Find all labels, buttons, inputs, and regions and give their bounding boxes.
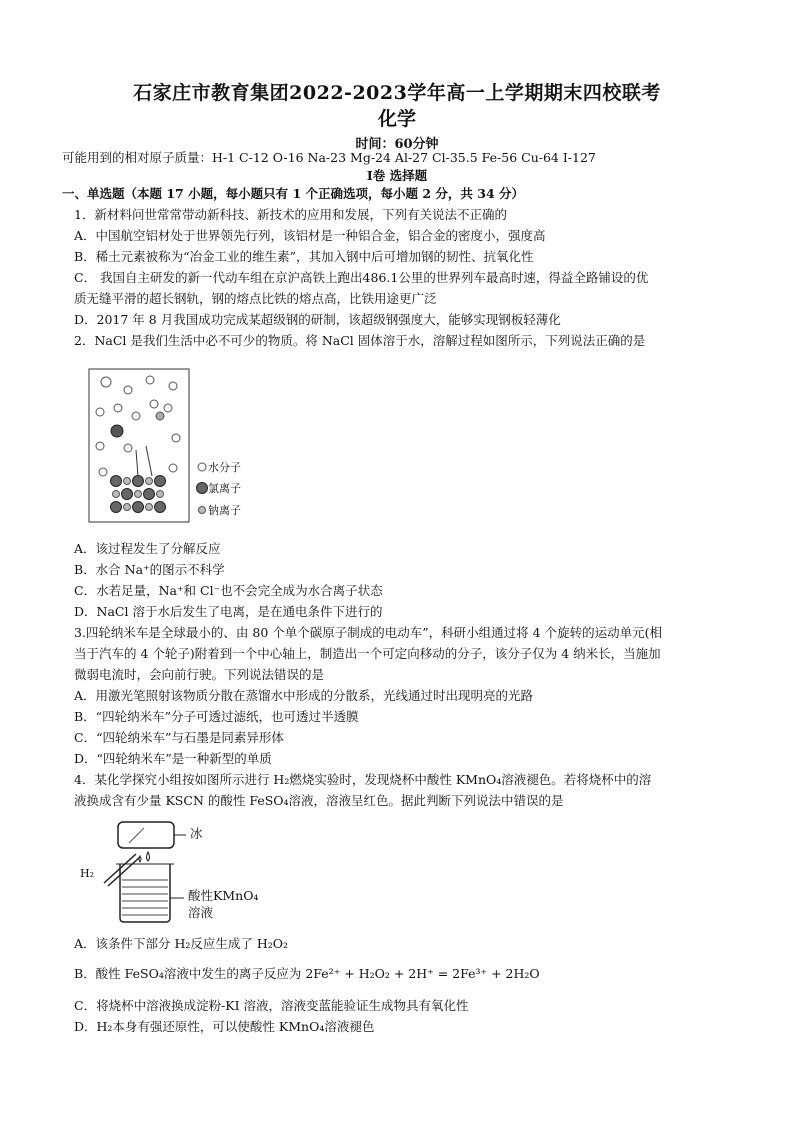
exam-subject: 化学 <box>377 108 416 130</box>
legend-sodium: 钠离子 <box>208 504 241 517</box>
label-solution-line2: 溶液 <box>188 905 214 920</box>
q1-option-c-line1: C． 我国自主研发的新一代动车组在京沪高铁上跑出486.1公里的世界列车最高时速，得益全路铺设的优 <box>74 270 649 285</box>
exam-title: 石家庄市教育集团2022-2023学年高一上学期期末四校联考 <box>133 82 661 104</box>
atomic-masses: 可能用到的相对原子质量：H-1 C-12 O-16 Na-23 Mg-24 Al-27 Cl-35.5 Fe-56 Cu-64 I-127 <box>62 150 596 165</box>
legend-chloride: 氯离子 <box>208 482 241 495</box>
q2-stem: 2．NaCl 是我们生活中必不可少的物质。将 NaCl 固体溶于水，溶解过程如图所示，下列说法正确的是 <box>74 333 646 348</box>
q2-option-d: D．NaCl 溶于水后发生了电离，是在通电条件下进行的 <box>74 604 383 619</box>
water-molecule-legend-icon <box>198 463 206 471</box>
q3-stem-line1: 3.四轮纳米车是全球最小的、由 80 个单个碳原子制成的电动车”，科研小组通过将 4 个旋转的运动单元(相 <box>74 625 662 640</box>
volume-heading: I卷 选择题 <box>366 168 428 183</box>
q4-option-a: A．该条件下部分 H₂反应生成了 H₂O₂ <box>74 936 289 951</box>
section-heading: 一、单选题（本题 17 小题，每小题只有 1 个正确选项，每小题 2 分，共 34 分） <box>62 186 525 201</box>
label-h2: H₂ <box>80 867 95 880</box>
q1-stem: 1．新材料问世常常带动新科技、新技术的应用和发展，下列有关说法不正确的 <box>74 207 507 222</box>
beaker <box>120 864 170 922</box>
label-ice: 冰 <box>190 826 203 841</box>
q1-option-c-line2: 质无缝平滑的超长钢轨，钢的熔点比铁的熔点高，比铁用途更广泛 <box>74 291 437 306</box>
label-solution-line1: 酸性KMnO₄ <box>188 888 259 903</box>
q4-option-b: B．酸性 FeSO₄溶液中发生的离子反应为 2Fe²⁺ + H₂O₂ + 2H⁺ = 2Fe³⁺ + 2H₂O <box>74 966 540 981</box>
q4-stem-line1: 4．某化学探究小组按如图所示进行 H₂燃烧实验时，发现烧杯中酸性 KMnO₄溶液褪色。若将烧杯中的溶 <box>74 772 652 787</box>
q4-option-c: C．将烧杯中溶液换成淀粉-KI 溶液，溶液变蓝能验证生成物具有氧化性 <box>74 998 469 1013</box>
q1-option-d: D．2017 年 8 月我国成功完成某超级钢的研制，该超级钢强度大，能够实现钢板轻薄化 <box>74 312 561 327</box>
chloride-ion-legend-icon <box>197 483 208 494</box>
sodium-ion-legend-icon <box>199 507 206 514</box>
q3-stem-line3: 微弱电流时，会向前行驶。下列说法错误的是 <box>74 667 325 682</box>
q3-option-c: C．“四轮纳米车”与石墨是同素异形体 <box>74 730 284 745</box>
ice-container <box>118 822 174 848</box>
q2-option-b: B．水合 Na⁺的图示不科学 <box>74 562 225 577</box>
h2-combustion-apparatus-figure <box>74 818 294 926</box>
q3-option-a: A．用激光笔照射该物质分散在蒸馏水中形成的分散系，光线通过时出现明亮的光路 <box>74 688 534 703</box>
nacl-dissolution-figure <box>88 368 258 524</box>
q3-stem-line2: 当于汽车的 4 个轮子)附着到一个中心轴上，制造出一个可定向移动的分子，该分子仅为 4 纳米长，当施加 <box>74 646 661 661</box>
exam-time: 时间：60分钟 <box>355 137 439 152</box>
q1-option-a: A．中国航空铝材处于世界领先行列，该铝材是一种铝合金，铝合金的密度小，强度高 <box>74 228 546 243</box>
q2-option-c: C．水若足量，Na⁺和 Cl⁻也不会完全成为水合离子状态 <box>74 583 383 598</box>
q2-option-a: A．该过程发生了分解反应 <box>74 541 221 556</box>
legend-water: 水分子 <box>208 461 241 474</box>
q3-option-b: B．“四轮纳米车”分子可透过滤纸，也可透过半透膜 <box>74 709 359 724</box>
q3-option-d: D．“四轮纳米车”是一种新型的单质 <box>74 751 272 766</box>
q4-stem-line2: 液换成含有少量 KSCN 的酸性 FeSO₄溶液，溶液呈红色。据此判断下列说法中错误的是 <box>74 793 564 808</box>
q1-option-b: B．稀土元素被称为“冶金工业的维生素”，其加入钢中后可增加钢的韧性、抗氧化性 <box>74 249 534 264</box>
q4-option-d: D．H₂本身有强还原性，可以使酸性 KMnO₄溶液褪色 <box>74 1019 375 1034</box>
